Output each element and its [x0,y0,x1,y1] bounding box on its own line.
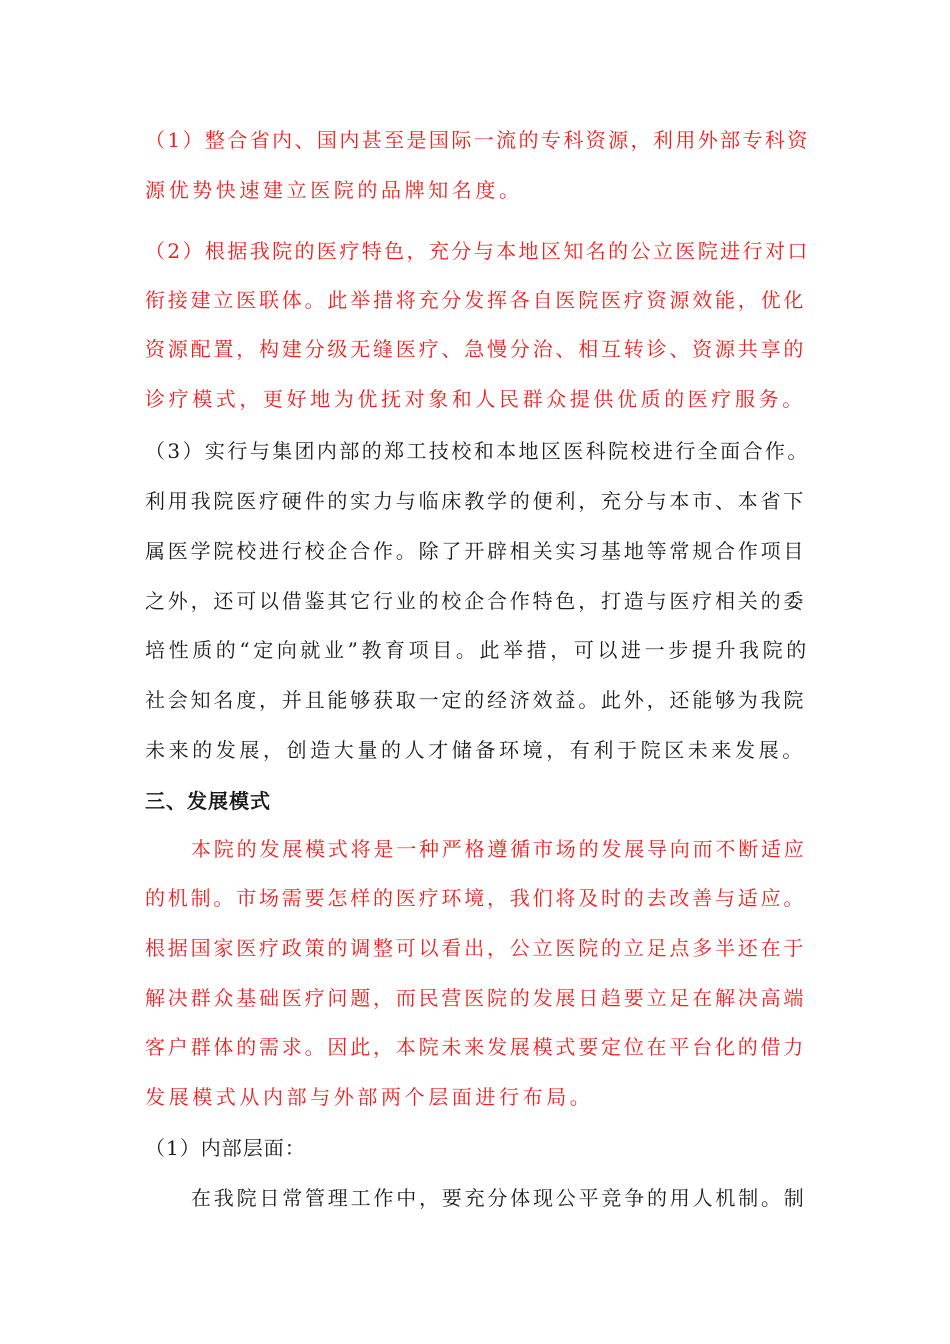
text-line: 本院的发展模式将是一种严格遵循市场的发展导向而不断适应 [191,837,807,861]
text-line: 在我院日常管理工作中，要充分体现公平竞争的用人机制。制 [191,1186,807,1210]
text-line: 培性质的“定向就业”教育项目。此举措，可以进一步提升我院的 [145,638,810,662]
text-line: 源优势快速建立医院的品牌知名度。 [145,178,523,202]
text-line: （1）整合省内、国内甚至是国际一流的专科资源，利用外部专科资 [145,128,810,152]
text-line: 发展模式从内部与外部两个层面进行布局。 [145,1085,594,1109]
text-line: 的机制。市场需要怎样的医疗环境，我们将及时的去改善与适应。 [145,886,807,910]
text-line: 未来的发展，创造大量的人才储备环境，有利于院区未来发展。 [145,738,806,762]
subsection-heading: （1）内部层面： [145,1136,306,1160]
section-heading: 三、发展模式 [145,789,271,813]
text-line: 属医学院校进行校企合作。除了开辟相关实习基地等常规合作项目 [145,539,807,563]
text-line: 客户群体的需求。因此，本院未来发展模式要定位在平台化的借力 [145,1035,807,1059]
text-line: （3）实行与集团内部的郑工技校和本地区医科院校进行全面合作。 [145,439,810,463]
text-line: 社会知名度，并且能够获取一定的经济效益。此外，还能够为我院 [145,688,807,712]
text-line: 资源配置，构建分级无缝医疗、急慢分治、相互转诊、资源共享的 [145,337,807,361]
text-line: 根据国家医疗政策的调整可以看出，公立医院的立足点多半还在于 [145,936,807,960]
text-line: 诊疗模式，更好地为优抚对象和人民群众提供优质的医疗服务。 [145,387,806,411]
text-line: 之外，还可以借鉴其它行业的校企合作特色，打造与医疗相关的委 [145,589,807,613]
text-line: 衔接建立医联体。此举措将充分发挥各自医院医疗资源效能，优化 [145,288,807,312]
text-line: （2）根据我院的医疗特色，充分与本地区知名的公立医院进行对口 [145,239,810,263]
text-line: 解决群众基础医疗问题，而民营医院的发展日趋要立足在解决高端 [145,986,807,1010]
text-line: 利用我院医疗硬件的实力与临床教学的便利，充分与本市、本省下 [145,489,807,513]
